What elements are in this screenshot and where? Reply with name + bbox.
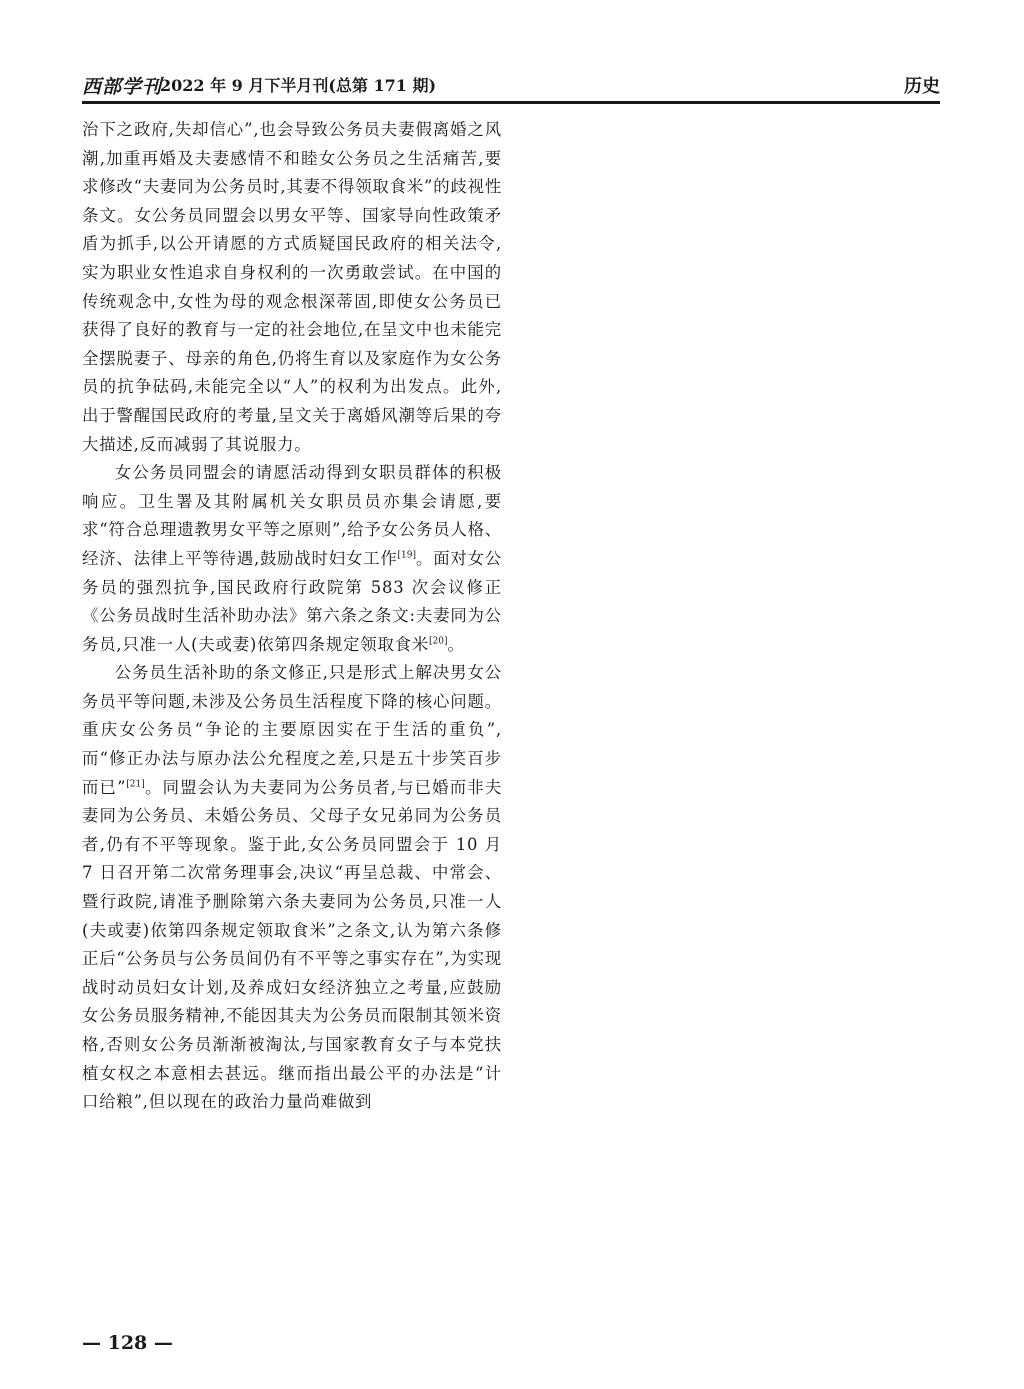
journal-logo: 西部学刊 [82, 76, 163, 98]
paragraph: 女公务员同盟会的请愿活动得到女职员群体的积极响应。卫生署及其附属机关女职员员亦集会请愿,要求“符合总理遗教男女平等之原则”,给予女公务员人格、经济、法律上平等待遇,鼓励战时妇女工作[19]。面对女公务员的强烈抗争,国民政府行政院第 583 次会议修正《公务员战时生活补助办法》第六条之条文:夫妻同为公务员,只准一人(夫或妻)依第四条规定领取食米[20]。 [82, 463, 502, 654]
citation-ref: [21] [126, 779, 145, 790]
paragraph: 治下之政府,失却信心”,也会导致公务员夫妻假离婚之风潮,加重再婚及夫妻感情不和睦女公务员之生活痛苦,要求修改“夫妻同为公务员时,其妻不得领取食米”的歧视性条文。女公务员同盟会以男女平等、国家导向性政策矛盾为抓手,以公开请愿的方式质疑国民政府的相关法令,实为职业女性追求自身权利的一次勇敢尝试。在中国的传统观念中,女性为母的观念根深蒂固,即使女公务员已获得了良好的教育与一定的社会地位,在呈文中也未能完全摆脱妻子、母亲的角色,仍将生育以及家庭作为女公务员的抗争砝码,未能完全以“人”的权利为出发点。此外,出于警醒国民政府的考量,呈文关于离婚风潮等后果的夸大描述,反而减弱了其说服力。 [82, 120, 502, 454]
paragraph: 公务员生活补助的条文修正,只是形式上解决男女公务员平等问题,未涉及公务员生活程度下降的核心问题。重庆女公务员“争论的主要原因实在于生活的重负”,而“修正办法与原办法公允程度之差,只是五十步笑百步而已”[21]。同盟会认为夫妻同为公务员者,与已婚而非夫妻同为公务员、未婚公务员、父母子女兄弟同为公务员者,仍有不平等现象。鉴于此,女公务员同盟会于 10 月 7 日召开第二次常务理事会,决议“再呈总裁、中常会、暨行政院,请准予删除第六条夫妻同为公务员,只准一人(夫或妻)依第四条规定领取食米”之条文,认为第六条修正后“公务员与公务员间仍有不平等之事实存在”,为实现战时动员妇女计划,及养成妇女经济独立之考量,应鼓励女公务员服务精神,不能因其夫为公务员而限制其领米资格,否则女公务员渐渐被淘汰,与国家教育女子与本党扶植女权之本意相去甚远。继而指出最公平的办法是“计口给粮”,但以现在的政治力量尚难做到 [82, 663, 503, 1112]
left-column [82, 116, 502, 1117]
citation-ref: [19] [397, 550, 417, 561]
section-name: 历史 [904, 76, 940, 97]
page-number: — 128 — [82, 1332, 173, 1354]
running-header [82, 72, 940, 98]
citation-ref: [20] [429, 636, 448, 647]
issue-info: 2022 年 9 月下半月刊(总第 171 期) [160, 76, 437, 95]
header-rule [82, 101, 940, 104]
